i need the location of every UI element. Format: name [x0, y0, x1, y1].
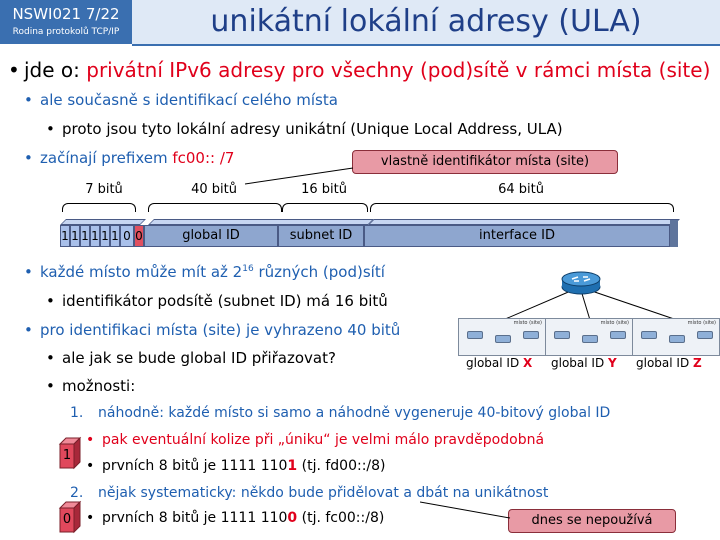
bullet-dot-icon: • — [86, 510, 95, 526]
global-question-text: ale jak se bude global ID přiřazovat? — [62, 349, 336, 367]
global-id-label-z — [636, 356, 702, 370]
course-code: NSWI021 7/22 — [12, 5, 120, 23]
opt1-l-bit: 1 — [287, 458, 298, 474]
option-1-bullet-1 — [86, 432, 544, 448]
option-2-bullet-1 — [86, 510, 384, 526]
global-id-text: global ID — [466, 356, 524, 370]
main-prefix: jde o: — [24, 58, 87, 82]
network-device-icon — [641, 331, 657, 339]
label-7-bits: 7 bitů — [85, 182, 123, 197]
subnets-post: různých (pod)sítí — [253, 263, 385, 281]
bar-side-shade — [670, 220, 678, 247]
option-2-number: 2. — [70, 485, 84, 501]
bullet-dot-icon: • — [8, 58, 20, 82]
option-1 — [70, 405, 610, 421]
subnet-id-segment: subnet ID — [278, 225, 364, 247]
brace-16 — [282, 203, 368, 212]
bullet-dot-icon: • — [24, 263, 33, 281]
course-box — [0, 0, 132, 44]
subnets-exponent: 16 — [242, 264, 254, 274]
bullet-dot-icon: • — [46, 377, 55, 395]
global-id-label-y — [551, 356, 617, 370]
prefix-bit: 1 — [90, 225, 100, 247]
brace-64 — [370, 203, 674, 212]
network-device-icon — [554, 331, 570, 339]
network-device-icon — [495, 335, 511, 343]
site-tag: místo (site) — [513, 320, 542, 326]
option-1-text: náhodně: každé místo si samo a náhodně vygeneruje 40-bitový global ID — [98, 405, 611, 421]
label-64-bits: 64 bitů — [498, 182, 544, 197]
prefix-bit: 1 — [70, 225, 80, 247]
site-box-x — [458, 318, 546, 356]
network-device-icon — [610, 331, 626, 339]
prefix-bit: 0 — [120, 225, 134, 247]
options-text: možnosti: — [62, 377, 136, 395]
l-bit: 0 — [134, 225, 144, 247]
opt2-bits-pre: prvních 8 bitů je 1111 110 — [102, 510, 288, 526]
network-device-icon — [582, 335, 598, 343]
brace-7 — [62, 203, 136, 212]
prefix-bit: 1 — [100, 225, 110, 247]
bullet-unique — [46, 120, 563, 138]
option-2 — [70, 485, 548, 501]
bullet-dot-icon: • — [24, 91, 33, 109]
identification-text: ale současně s identifikací celého místa — [40, 91, 338, 109]
global-id-text: global ID — [551, 356, 609, 370]
bullet-identification — [24, 91, 338, 109]
network-device-icon — [523, 331, 539, 339]
brace-40 — [148, 203, 282, 212]
bullet-dot-icon: • — [46, 292, 55, 310]
bullet-site-id — [24, 321, 400, 339]
cube-1-label: 1 — [62, 448, 72, 463]
course-subtitle: Rodina protokolů TCP/IP — [12, 27, 120, 37]
option-1-bullet-2 — [86, 458, 386, 474]
site-box-z — [632, 318, 720, 356]
global-id-letter: Y — [608, 356, 617, 370]
prefix-value: fc00:: /7 — [172, 149, 235, 167]
option-2-text: nějak systematicky: někdo bude přidělovat a dbát na unikátnost — [98, 485, 549, 501]
collision-text: pak eventuální kolize při „úniku“ je velmi málo pravděpodobná — [102, 432, 545, 448]
global-id-segment: global ID — [144, 225, 278, 247]
network-device-icon — [697, 331, 713, 339]
prefix-bit: 1 — [60, 225, 70, 247]
callout-site-identifier: vlastně identifikátor místa (site) — [352, 150, 618, 174]
global-id-label-x — [466, 356, 532, 370]
opt2-bits-post: (tj. fc00::/8) — [297, 510, 385, 526]
global-id-text: global ID — [636, 356, 694, 370]
subnets-pre: každé místo může mít až 2 — [40, 263, 243, 281]
global-id-letter: Z — [693, 356, 702, 370]
prefix-bit: 1 — [110, 225, 120, 247]
site-tag: místo (site) — [600, 320, 629, 326]
bullet-dot-icon: • — [86, 458, 95, 474]
main-highlight: privátní IPv6 adresy pro všechny (pod)sítě v rámci místa (site) — [86, 58, 711, 82]
prefix-bit: 1 — [80, 225, 90, 247]
bullet-main — [8, 58, 710, 82]
callout-not-used-pointer — [420, 500, 520, 524]
opt2-l-bit: 0 — [287, 510, 298, 526]
bullet-global-question — [46, 349, 336, 367]
bullet-options — [46, 377, 135, 395]
bullet-subnet-id — [46, 292, 388, 310]
label-16-bits: 16 bitů — [301, 182, 347, 197]
bullet-prefix — [24, 149, 234, 167]
bullet-dot-icon: • — [46, 349, 55, 367]
site-box-y — [545, 318, 633, 356]
label-40-bits: 40 bitů — [191, 182, 237, 197]
bullet-subnets — [24, 263, 385, 281]
subnet-id-text: identifikátor podsítě (subnet ID) má 16 bitů — [62, 292, 388, 310]
option-1-number: 1. — [70, 405, 84, 421]
unique-text: proto jsou tyto lokální adresy unikátní (Unique Local Address, ULA) — [62, 120, 563, 138]
bullet-dot-icon: • — [24, 321, 33, 339]
global-id-letter: X — [523, 356, 533, 370]
callout-not-used: dnes se nepoužívá — [508, 509, 676, 533]
opt1-bits-pre: prvních 8 bitů je 1111 110 — [102, 458, 288, 474]
network-device-icon — [669, 335, 685, 343]
page-title: unikátní lokální adresy (ULA) — [210, 4, 642, 39]
router-icon — [560, 270, 602, 296]
bullet-dot-icon: • — [24, 149, 33, 167]
opt1-bits-post: (tj. fd00::/8) — [297, 458, 386, 474]
site-tag: místo (site) — [687, 320, 716, 326]
network-device-icon — [467, 331, 483, 339]
bullet-dot-icon: • — [86, 432, 95, 448]
cube-0-label: 0 — [62, 512, 72, 527]
site-id-text: pro identifikaci místa (site) je vyhrazeno 40 bitů — [40, 321, 401, 339]
bullet-dot-icon: • — [46, 120, 55, 138]
prefix-text: začínají prefixem — [40, 149, 173, 167]
interface-id-segment: interface ID — [364, 225, 670, 247]
